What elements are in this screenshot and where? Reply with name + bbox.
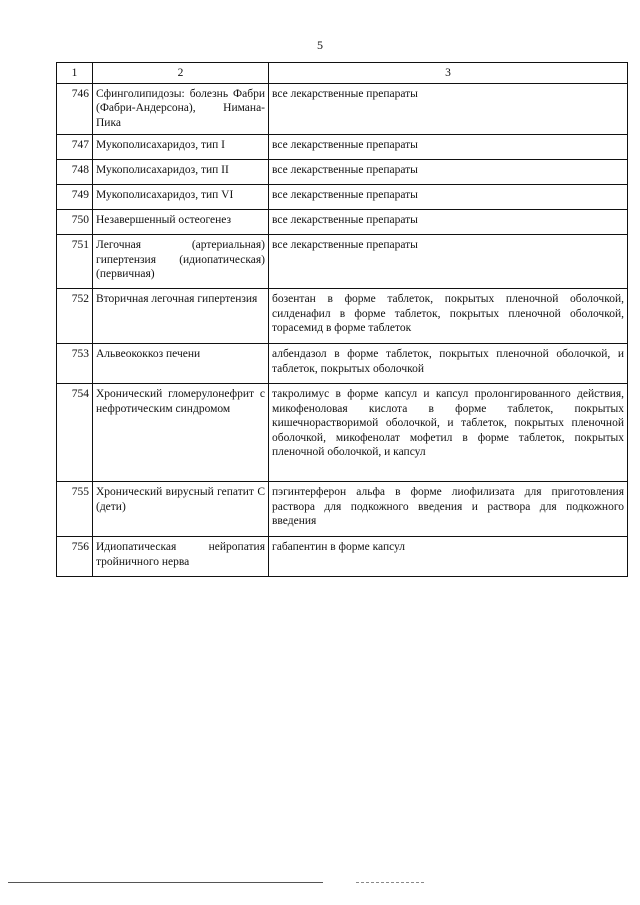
table-row — [57, 210, 628, 235]
table-row — [57, 482, 628, 537]
drug-list: все лекарственные препараты — [269, 83, 628, 135]
drug-list: все лекарственные препараты — [269, 210, 628, 235]
row-number: 746 — [57, 83, 93, 135]
disease-name: Мукополисахаридоз, тип II — [93, 160, 269, 185]
row-number: 752 — [57, 289, 93, 344]
column-header-2: 2 — [93, 63, 269, 84]
footer-divider — [8, 882, 323, 883]
drug-list-table — [56, 62, 628, 577]
disease-name: Мукополисахаридоз, тип VI — [93, 185, 269, 210]
table-row — [57, 537, 628, 577]
footer-divider-short — [356, 882, 424, 883]
table-row — [57, 384, 628, 482]
row-number: 755 — [57, 482, 93, 537]
table-row — [57, 160, 628, 185]
row-number: 750 — [57, 210, 93, 235]
table-row — [57, 135, 628, 160]
table-row — [57, 185, 628, 210]
drug-list: албендазол в форме таблеток, покрытых пленочной оболочкой, и таблеток, покрытых оболочкой — [269, 344, 628, 384]
table-row — [57, 289, 628, 344]
disease-name: Незавершенный остеогенез — [93, 210, 269, 235]
disease-name: Легочная (артериальная) гипертензия (идиопатическая) (первичная) — [93, 235, 269, 289]
row-number: 748 — [57, 160, 93, 185]
row-number: 751 — [57, 235, 93, 289]
row-number: 753 — [57, 344, 93, 384]
disease-name: Альвеококкоз печени — [93, 344, 269, 384]
drug-list: все лекарственные препараты — [269, 160, 628, 185]
page-number: 5 — [317, 38, 323, 52]
drug-list: такролимус в форме капсул и капсул пролонгированного действия, микофеноловая кислота в форме таблеток, покрытых кишечнорастворимой оболочкой, и таблеток, покрытых пленочной оболочкой, микофенолат мофетил в форме таблеток, покрытых пленочной оболочкой, и капсул — [269, 384, 628, 482]
table-row — [57, 344, 628, 384]
drug-list: все лекарственные препараты — [269, 135, 628, 160]
disease-name: Сфинголипидозы: болезнь Фабри (Фабри-Андерсона), Нимана-Пика — [93, 83, 269, 135]
table-header-row — [57, 63, 628, 84]
drug-list: бозентан в форме таблеток, покрытых пленочной оболочкой, силденафил в форме таблеток, покрытых пленочной оболочкой, торасемид в форме таблеток — [269, 289, 628, 344]
table-row — [57, 235, 628, 289]
disease-name: Хронический вирусный гепатит С (дети) — [93, 482, 269, 537]
disease-name: Идиопатическая нейропатия тройничного нерва — [93, 537, 269, 577]
disease-name: Мукополисахаридоз, тип I — [93, 135, 269, 160]
row-number: 749 — [57, 185, 93, 210]
disease-name: Хронический гломерулонефрит с нефротическим синдромом — [93, 384, 269, 482]
row-number: 747 — [57, 135, 93, 160]
drug-list: все лекарственные препараты — [269, 235, 628, 289]
column-header-3: 3 — [269, 63, 628, 84]
drug-list: пэгинтерферон альфа в форме лиофилизата для приготовления раствора для подкожного введения и раствора для подкожного введения — [269, 482, 628, 537]
drug-list: габапентин в форме капсул — [269, 537, 628, 577]
column-header-1: 1 — [57, 63, 93, 84]
drug-list: все лекарственные препараты — [269, 185, 628, 210]
row-number: 756 — [57, 537, 93, 577]
disease-name: Вторичная легочная гипертензия — [93, 289, 269, 344]
row-number: 754 — [57, 384, 93, 482]
table-row — [57, 83, 628, 135]
